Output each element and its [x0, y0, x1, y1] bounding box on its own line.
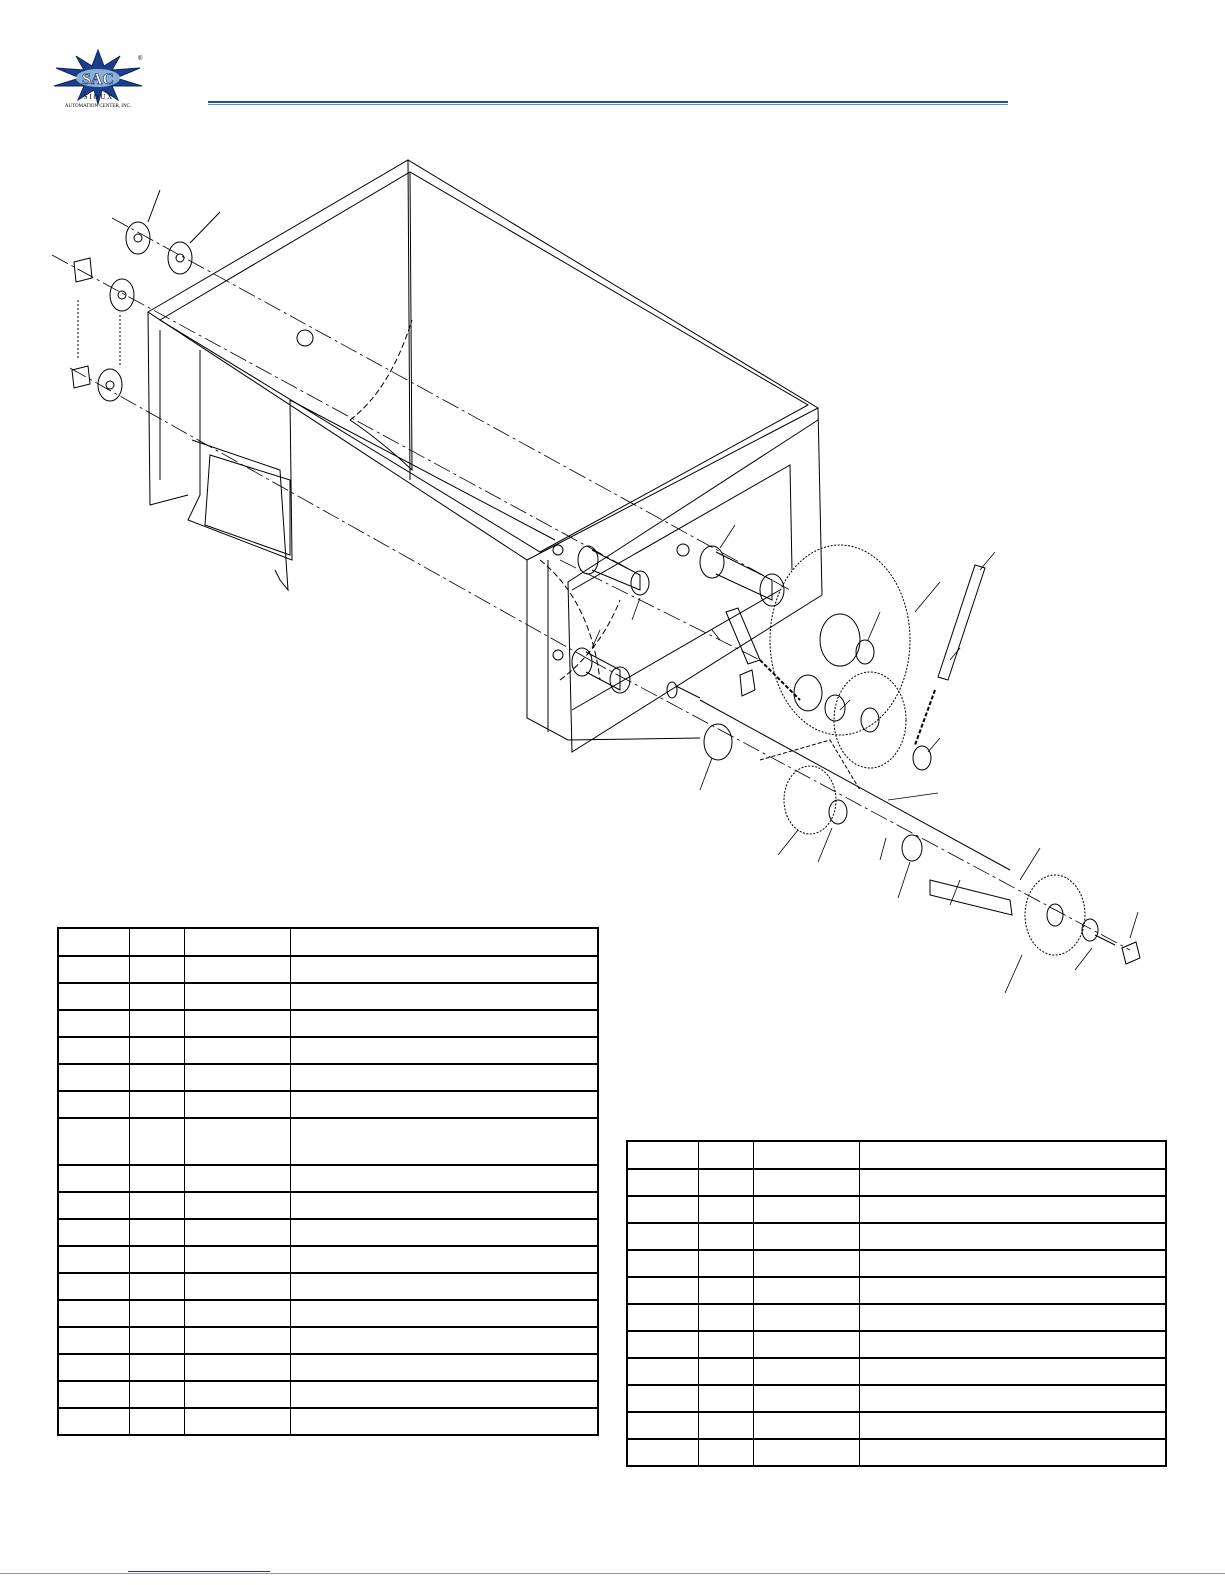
qty-cell	[698, 1196, 754, 1223]
item-cell	[58, 983, 129, 1010]
description-cell	[290, 1381, 598, 1408]
item-cell	[627, 1223, 698, 1250]
qty-cell	[698, 1141, 754, 1169]
qty-cell	[129, 1118, 185, 1165]
item-cell	[58, 1381, 129, 1408]
item-cell	[58, 1091, 129, 1118]
part-number-cell	[185, 1408, 290, 1435]
item-cell	[58, 1273, 129, 1300]
part-number-cell	[185, 1091, 290, 1118]
left-flanges	[72, 190, 220, 401]
description-cell	[290, 1192, 598, 1219]
parts-table-right	[626, 1140, 1167, 1467]
table-row	[58, 1246, 598, 1273]
part-number-cell	[754, 1439, 859, 1466]
table-row	[627, 1331, 1166, 1358]
description-cell	[859, 1141, 1166, 1169]
table-row	[627, 1439, 1166, 1466]
item-cell	[58, 1010, 129, 1037]
part-number-cell	[185, 1118, 290, 1165]
item-cell	[58, 1064, 129, 1091]
table-row	[58, 1219, 598, 1246]
part-number-cell	[754, 1223, 859, 1250]
part-number-cell	[185, 1219, 290, 1246]
qty-cell	[129, 956, 185, 983]
description-cell	[859, 1250, 1166, 1277]
footer-rule	[0, 1573, 1225, 1574]
item-cell	[58, 1219, 129, 1246]
hopper-body	[148, 160, 822, 752]
qty-cell	[129, 1091, 185, 1118]
qty-cell	[129, 1037, 185, 1064]
description-cell	[290, 1010, 598, 1037]
part-number-cell	[754, 1385, 859, 1412]
footer-link[interactable]	[128, 1571, 270, 1572]
part-number-cell	[185, 1010, 290, 1037]
header-rule	[208, 101, 1008, 106]
part-number-cell	[754, 1358, 859, 1385]
part-number-cell	[754, 1331, 859, 1358]
exploded-assembly-drawing	[0, 130, 1225, 1030]
table-row	[58, 1273, 598, 1300]
table-row	[58, 1037, 598, 1064]
description-cell	[859, 1412, 1166, 1439]
part-number-cell	[185, 1327, 290, 1354]
table-row	[627, 1141, 1166, 1169]
part-number-cell	[185, 1064, 290, 1091]
description-cell	[290, 1118, 598, 1165]
table-row	[627, 1412, 1166, 1439]
table-row	[58, 928, 598, 956]
item-cell	[58, 1300, 129, 1327]
item-cell	[627, 1141, 698, 1169]
description-cell	[859, 1358, 1166, 1385]
description-cell	[859, 1385, 1166, 1412]
qty-cell	[698, 1277, 754, 1304]
part-number-cell	[185, 1246, 290, 1273]
qty-cell	[129, 1165, 185, 1192]
shaft-assembly	[572, 546, 1140, 964]
item-cell	[58, 1118, 129, 1165]
item-cell	[627, 1250, 698, 1277]
table-row	[58, 1381, 598, 1408]
table-row	[58, 1091, 598, 1118]
part-number-cell	[185, 1165, 290, 1192]
description-cell	[859, 1439, 1166, 1466]
part-number-cell	[185, 1381, 290, 1408]
table-row	[627, 1358, 1166, 1385]
qty-cell	[129, 1219, 185, 1246]
leader-lines	[592, 525, 1138, 993]
qty-cell	[129, 1064, 185, 1091]
table-row	[58, 1010, 598, 1037]
description-cell	[290, 1408, 598, 1435]
table-row	[627, 1385, 1166, 1412]
table-row	[58, 1408, 598, 1435]
part-number-cell	[754, 1250, 859, 1277]
logo-line-sioux: S I O U X	[83, 93, 113, 101]
description-cell	[290, 983, 598, 1010]
description-cell	[290, 1064, 598, 1091]
qty-cell	[698, 1223, 754, 1250]
part-number-cell	[185, 1300, 290, 1327]
item-cell	[58, 956, 129, 983]
qty-cell	[698, 1385, 754, 1412]
item-cell	[627, 1331, 698, 1358]
qty-cell	[129, 1408, 185, 1435]
item-cell	[58, 1408, 129, 1435]
table-row	[627, 1250, 1166, 1277]
part-number-cell	[185, 1192, 290, 1219]
item-cell	[627, 1196, 698, 1223]
table-row	[58, 1118, 598, 1165]
registered-mark: ®	[138, 56, 143, 62]
description-cell	[290, 1091, 598, 1118]
qty-cell	[129, 1300, 185, 1327]
description-cell	[290, 1037, 598, 1064]
item-cell	[58, 1327, 129, 1354]
part-number-cell	[185, 1037, 290, 1064]
qty-cell	[698, 1331, 754, 1358]
part-number-cell	[754, 1141, 859, 1169]
qty-cell	[698, 1358, 754, 1385]
table-row	[58, 1165, 598, 1192]
item-cell	[58, 1354, 129, 1381]
part-number-cell	[185, 1273, 290, 1300]
table-row	[627, 1223, 1166, 1250]
qty-cell	[698, 1304, 754, 1331]
qty-cell	[129, 1273, 185, 1300]
qty-cell	[698, 1412, 754, 1439]
item-cell	[58, 1192, 129, 1219]
part-number-cell	[185, 1354, 290, 1381]
part-number-cell	[185, 983, 290, 1010]
table-row	[58, 956, 598, 983]
table-row	[627, 1304, 1166, 1331]
item-cell	[627, 1304, 698, 1331]
logo-line-company: AUTOMATION CENTER, INC.	[64, 104, 132, 109]
item-cell	[627, 1277, 698, 1304]
item-cell	[58, 928, 129, 956]
item-cell	[627, 1385, 698, 1412]
description-cell	[290, 956, 598, 983]
description-cell	[290, 1354, 598, 1381]
item-cell	[58, 1037, 129, 1064]
company-logo	[48, 48, 148, 110]
part-number-cell	[185, 928, 290, 956]
qty-cell	[129, 983, 185, 1010]
description-cell	[290, 1165, 598, 1192]
qty-cell	[129, 1246, 185, 1273]
item-cell	[58, 1165, 129, 1192]
table-row	[58, 1327, 598, 1354]
qty-cell	[129, 1327, 185, 1354]
description-cell	[290, 1273, 598, 1300]
item-cell	[627, 1358, 698, 1385]
description-cell	[290, 928, 598, 956]
description-cell	[859, 1304, 1166, 1331]
description-cell	[290, 1219, 598, 1246]
description-cell	[290, 1246, 598, 1273]
item-cell	[627, 1412, 698, 1439]
qty-cell	[129, 1381, 185, 1408]
qty-cell	[698, 1169, 754, 1196]
table-row	[627, 1169, 1166, 1196]
table-row	[58, 1300, 598, 1327]
logo-wordmark: SAC	[81, 71, 115, 88]
sprockets	[704, 545, 1098, 955]
qty-cell	[129, 1354, 185, 1381]
part-number-cell	[754, 1196, 859, 1223]
parts-table-left	[57, 927, 599, 1436]
qty-cell	[129, 1010, 185, 1037]
table-row	[627, 1196, 1166, 1223]
qty-cell	[129, 1192, 185, 1219]
item-cell	[627, 1439, 698, 1466]
table-row	[58, 1192, 598, 1219]
description-cell	[859, 1196, 1166, 1223]
description-cell	[859, 1277, 1166, 1304]
description-cell	[859, 1223, 1166, 1250]
part-number-cell	[754, 1304, 859, 1331]
table-row	[627, 1277, 1166, 1304]
part-number-cell	[754, 1277, 859, 1304]
description-cell	[290, 1300, 598, 1327]
qty-cell	[129, 928, 185, 956]
item-cell	[58, 1246, 129, 1273]
description-cell	[859, 1169, 1166, 1196]
part-number-cell	[754, 1412, 859, 1439]
part-number-cell	[185, 956, 290, 983]
table-row	[58, 983, 598, 1010]
part-number-cell	[754, 1169, 859, 1196]
qty-cell	[698, 1439, 754, 1466]
table-row	[58, 1064, 598, 1091]
description-cell	[290, 1327, 598, 1354]
item-cell	[627, 1169, 698, 1196]
description-cell	[859, 1331, 1166, 1358]
table-row	[58, 1354, 598, 1381]
qty-cell	[698, 1250, 754, 1277]
